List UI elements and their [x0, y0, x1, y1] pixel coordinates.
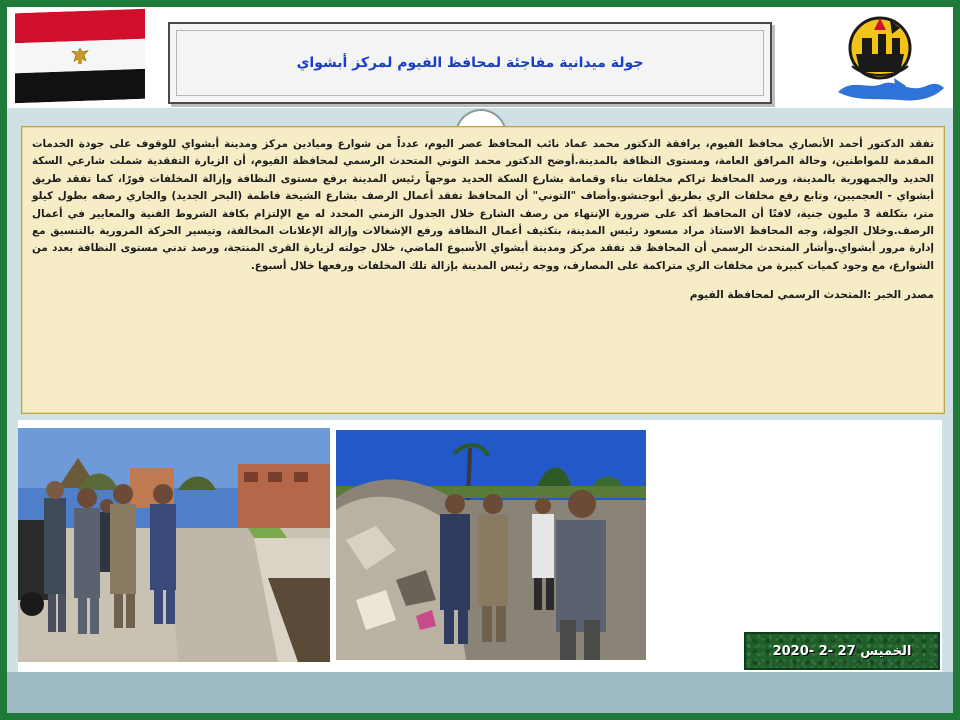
- egypt-flag-icon: [15, 9, 145, 104]
- fayoum-governorate-logo: [834, 8, 946, 104]
- bottom-strip: [7, 672, 953, 713]
- article-box: [21, 126, 945, 414]
- article-source: مصدر الخبر :المتحدث الرسمي لمحافظة الفيوم: [689, 289, 934, 302]
- article-body: تفقد الدكتور أحمد الأنصاري محافظ الفيوم، يرافقة الدكتور محمد عماد نائب المحافظ عصر اليوم، عدداً من شوارع وميادين مركز ومدينة أبشواي للوقوف على جودة الخدمات المقدمة للمواطنين، وحالة المرافق العامة، ومستوى النظافة بالمدينة.أوضح الدكتور محمد التوني المتحدث الرسمي لمحافظة الفيوم، أن الزيارة التفقدية شملت شارعي السكة الحديد والجمهورية بالمدينة، ورصد المحافظ تراكم مخلفات بناء وقمامة بشارع السكة الحديد موجهاً رئيس المدينة برفع مستوى النظافة وإزالة المخلفات فورًا، كما تفقد طريق أبشواي - العجميين، وتابع رفع مخلفات الري بطريق أبوجنشو.وأضاف "التوني" أن المحافظ تفقد أعمال الرصف بشارع الشيخة فاطمة (البحر الجديد) والجاري رصفه بطول كيلو متر، بتكلفة 3 مليون جنية، لافتًا أن المحافظ أكد على ضرورة الإنتهاء من رصف الشارع خلال الجدول الزمني المحدد له مع الإلتزام بكافة الشروط الفنية والمعايير في أعمال الرصف.وخلال الجولة، وجه المحافظ الاستاذ مراد مسعود رئيس المدينة، بتكثيف أعمال النظافة ورفع الإشغالات وإزالة الإعلانات المخالفة، وتيسير الحركة المرورية بالتنسيق مع إدارة مرور أبشواي.وأشار المتحدث الرسمي أن المحافظ قد تفقد مركز ومدينة أبشواي الأسبوع الماضي، خلال جولته لزيارة القرى المنتجة، ورصد تدني مستوى النظافة بعدد من الشوارع، مع وجود كميات كبيرة من مخلفات الري متراكمة على المصارف، ووجه رئيس المدينة بإزالة تلك المخلفات ورفعها خلال أسبوع.: [32, 138, 934, 272]
- eagle-emblem-icon: [69, 46, 91, 67]
- photo-street-inspection: [18, 428, 330, 662]
- page-title: جولة ميدانية مفاجئة لمحافظ الفيوم لمركز أبشواي: [296, 55, 644, 71]
- date-badge: [744, 632, 940, 670]
- publish-date: الخميس 27 -2 -2020: [772, 643, 912, 659]
- title-box: [168, 22, 772, 104]
- photo-waste-inspection: [336, 430, 646, 660]
